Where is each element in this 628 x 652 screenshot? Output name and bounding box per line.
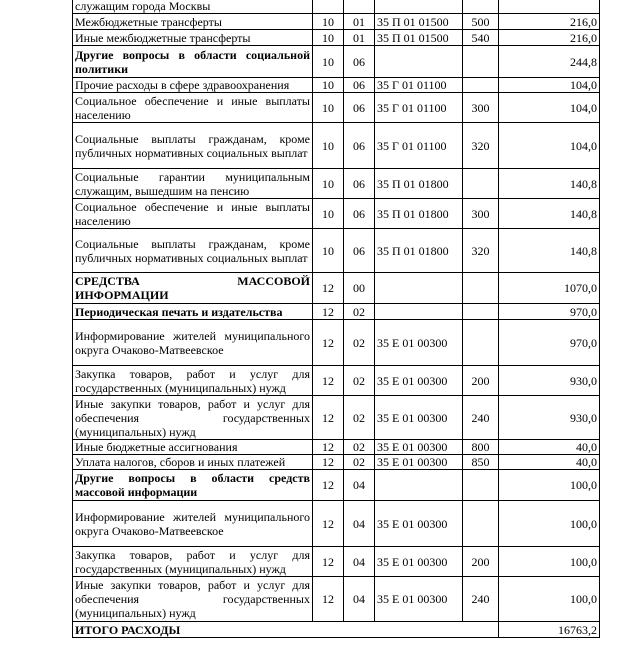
target-article-code: 35 Е 01 00300	[375, 547, 463, 577]
target-article-code: 35 П 01 01800	[375, 169, 463, 199]
section-code: 12	[313, 547, 344, 577]
subsection-code: 06	[344, 123, 375, 169]
amount: 244,8	[499, 46, 600, 78]
target-article-code	[375, 0, 463, 14]
amount: 970,0	[499, 320, 600, 366]
subsection-code: 04	[344, 470, 375, 501]
section-code: 10	[313, 30, 344, 46]
amount: 104,0	[499, 123, 600, 169]
row-name: служащим города Москвы	[73, 0, 313, 14]
amount: 216,0	[499, 14, 600, 30]
expense-type-code: 240	[463, 396, 499, 440]
subsection-code	[344, 0, 375, 14]
amount: 930,0	[499, 366, 600, 396]
expense-type-code: 850	[463, 455, 499, 470]
budget-expenditure-table	[72, 0, 600, 638]
table-row	[73, 304, 600, 320]
table-row	[73, 78, 600, 93]
amount: 1070,0	[499, 273, 600, 304]
section-code: 12	[313, 396, 344, 440]
row-name: Иные закупки товаров, работ и услуг для обеспечения государственных (муниципальных) нужд	[73, 396, 313, 440]
section-code: 12	[313, 366, 344, 396]
expense-type-code	[463, 273, 499, 304]
subsection-code: 06	[344, 199, 375, 229]
row-name: Другие вопросы в области социальной политики	[73, 46, 313, 78]
expense-type-code	[463, 169, 499, 199]
amount: 970,0	[499, 304, 600, 320]
target-article-code: 35 П 01 01800	[375, 229, 463, 273]
expense-type-code: 200	[463, 366, 499, 396]
table-row	[73, 273, 600, 304]
table-row	[73, 123, 600, 169]
section-code: 12	[313, 304, 344, 320]
section-code: 10	[313, 229, 344, 273]
expense-type-code: 500	[463, 14, 499, 30]
target-article-code: 35 Г 01 01100	[375, 123, 463, 169]
expense-type-code	[463, 470, 499, 501]
target-article-code	[375, 304, 463, 320]
section-code: 12	[313, 501, 344, 547]
subsection-code: 02	[344, 396, 375, 440]
table-row	[73, 440, 600, 455]
amount: 100,0	[499, 547, 600, 577]
target-article-code: 35 П 01 01500	[375, 14, 463, 30]
table-row	[73, 229, 600, 273]
amount: 104,0	[499, 93, 600, 123]
amount: 140,8	[499, 199, 600, 229]
target-article-code: 35 Е 01 00300	[375, 366, 463, 396]
amount: 100,0	[499, 577, 600, 622]
table-row	[73, 30, 600, 46]
section-code: 10	[313, 169, 344, 199]
amount: 100,0	[499, 470, 600, 501]
subsection-code: 04	[344, 501, 375, 547]
row-name: Социальные выплаты гражданам, кроме публичных нормативных социальных выплат	[73, 123, 313, 169]
row-name: Социальные выплаты гражданам, кроме публичных нормативных социальных выплат	[73, 229, 313, 273]
table-row	[73, 93, 600, 123]
row-name: Иные закупки товаров, работ и услуг для обеспечения государственных (муниципальных) нужд	[73, 577, 313, 622]
amount: 104,0	[499, 78, 600, 93]
expense-type-code: 300	[463, 93, 499, 123]
expense-type-code	[463, 78, 499, 93]
expense-type-code: 200	[463, 547, 499, 577]
table-row	[73, 577, 600, 622]
row-name: Уплата налогов, сборов и иных платежей	[73, 455, 313, 470]
amount: 40,0	[499, 455, 600, 470]
section-code: 12	[313, 577, 344, 622]
target-article-code: 35 Е 01 00300	[375, 455, 463, 470]
amount: 216,0	[499, 30, 600, 46]
amount: 140,8	[499, 169, 600, 199]
total-row	[73, 622, 600, 638]
section-code: 10	[313, 46, 344, 78]
section-code	[313, 0, 344, 14]
expense-type-code	[463, 304, 499, 320]
section-code: 10	[313, 14, 344, 30]
section-code: 10	[313, 93, 344, 123]
target-article-code: 35 Е 01 00300	[375, 320, 463, 366]
row-name: Прочие расходы в сфере здравоохранения	[73, 78, 313, 93]
subsection-code: 06	[344, 169, 375, 199]
target-article-code: 35 П 01 01500	[375, 30, 463, 46]
expense-type-code: 300	[463, 199, 499, 229]
table-body	[73, 0, 600, 622]
total-sum: 16763,2	[499, 622, 600, 638]
expense-type-code: 240	[463, 577, 499, 622]
row-name: Другие вопросы в области средств массовой информации	[73, 470, 313, 501]
amount: 40,0	[499, 440, 600, 455]
subsection-code: 06	[344, 46, 375, 78]
subsection-code: 02	[344, 320, 375, 366]
target-article-code	[375, 273, 463, 304]
section-code: 12	[313, 455, 344, 470]
subsection-code: 01	[344, 14, 375, 30]
table-row	[73, 199, 600, 229]
row-name: Иные бюджетные ассигнования	[73, 440, 313, 455]
section-code: 12	[313, 470, 344, 501]
row-name: Социальное обеспечение и иные выплаты населению	[73, 199, 313, 229]
expense-type-code	[463, 320, 499, 366]
subsection-code: 02	[344, 366, 375, 396]
target-article-code	[375, 46, 463, 78]
table-row	[73, 396, 600, 440]
expense-type-code: 800	[463, 440, 499, 455]
row-name: Иные межбюджетные трансферты	[73, 30, 313, 46]
expense-type-code: 320	[463, 123, 499, 169]
target-article-code: 35 Г 01 01100	[375, 78, 463, 93]
subsection-code: 06	[344, 78, 375, 93]
section-code: 12	[313, 320, 344, 366]
target-article-code: 35 Е 01 00300	[375, 440, 463, 455]
amount	[499, 0, 600, 14]
target-article-code	[375, 470, 463, 501]
amount: 930,0	[499, 396, 600, 440]
row-name: Социальные гарантии муниципальным служащим, вышедшим на пенсию	[73, 169, 313, 199]
section-code: 10	[313, 78, 344, 93]
row-name: Социальное обеспечение и иные выплаты населению	[73, 93, 313, 123]
table-row	[73, 455, 600, 470]
expense-type-code	[463, 0, 499, 14]
amount: 100,0	[499, 501, 600, 547]
table-row	[73, 501, 600, 547]
table-row	[73, 470, 600, 501]
target-article-code: 35 Е 01 00300	[375, 577, 463, 622]
section-code: 10	[313, 123, 344, 169]
section-code: 12	[313, 440, 344, 455]
row-name: Закупка товаров, работ и услуг для государственных (муниципальных) нужд	[73, 547, 313, 577]
subsection-code: 04	[344, 547, 375, 577]
expense-type-code: 540	[463, 30, 499, 46]
section-code: 10	[313, 199, 344, 229]
table-row	[73, 46, 600, 78]
subsection-code: 00	[344, 273, 375, 304]
expense-type-code	[463, 46, 499, 78]
row-name: Межбюджетные трансферты	[73, 14, 313, 30]
row-name: Информирование жителей муниципального округа Очаково-Матвеевское	[73, 501, 313, 547]
subsection-code: 02	[344, 440, 375, 455]
target-article-code: 35 Е 01 00300	[375, 501, 463, 547]
amount: 140,8	[499, 229, 600, 273]
section-code: 12	[313, 273, 344, 304]
subsection-code: 06	[344, 229, 375, 273]
expense-type-code	[463, 501, 499, 547]
total-label: ИТОГО РАСХОДЫ	[73, 622, 499, 638]
table-row	[73, 320, 600, 366]
table-row	[73, 169, 600, 199]
table-row	[73, 14, 600, 30]
expense-type-code: 320	[463, 229, 499, 273]
target-article-code: 35 П 01 01800	[375, 199, 463, 229]
table-row	[73, 0, 600, 14]
subsection-code: 04	[344, 577, 375, 622]
row-name: Информирование жителей муниципального округа Очаково-Матвеевское	[73, 320, 313, 366]
target-article-code: 35 Г 01 01100	[375, 93, 463, 123]
row-name: СРЕДСТВА МАССОВОЙ ИНФОРМАЦИИ	[73, 273, 313, 304]
table-row	[73, 366, 600, 396]
subsection-code: 01	[344, 30, 375, 46]
table-row	[73, 547, 600, 577]
subsection-code: 06	[344, 93, 375, 123]
row-name: Закупка товаров, работ и услуг для государственных (муниципальных) нужд	[73, 366, 313, 396]
row-name: Периодическая печать и издательства	[73, 304, 313, 320]
subsection-code: 02	[344, 304, 375, 320]
target-article-code: 35 Е 01 00300	[375, 396, 463, 440]
subsection-code: 02	[344, 455, 375, 470]
